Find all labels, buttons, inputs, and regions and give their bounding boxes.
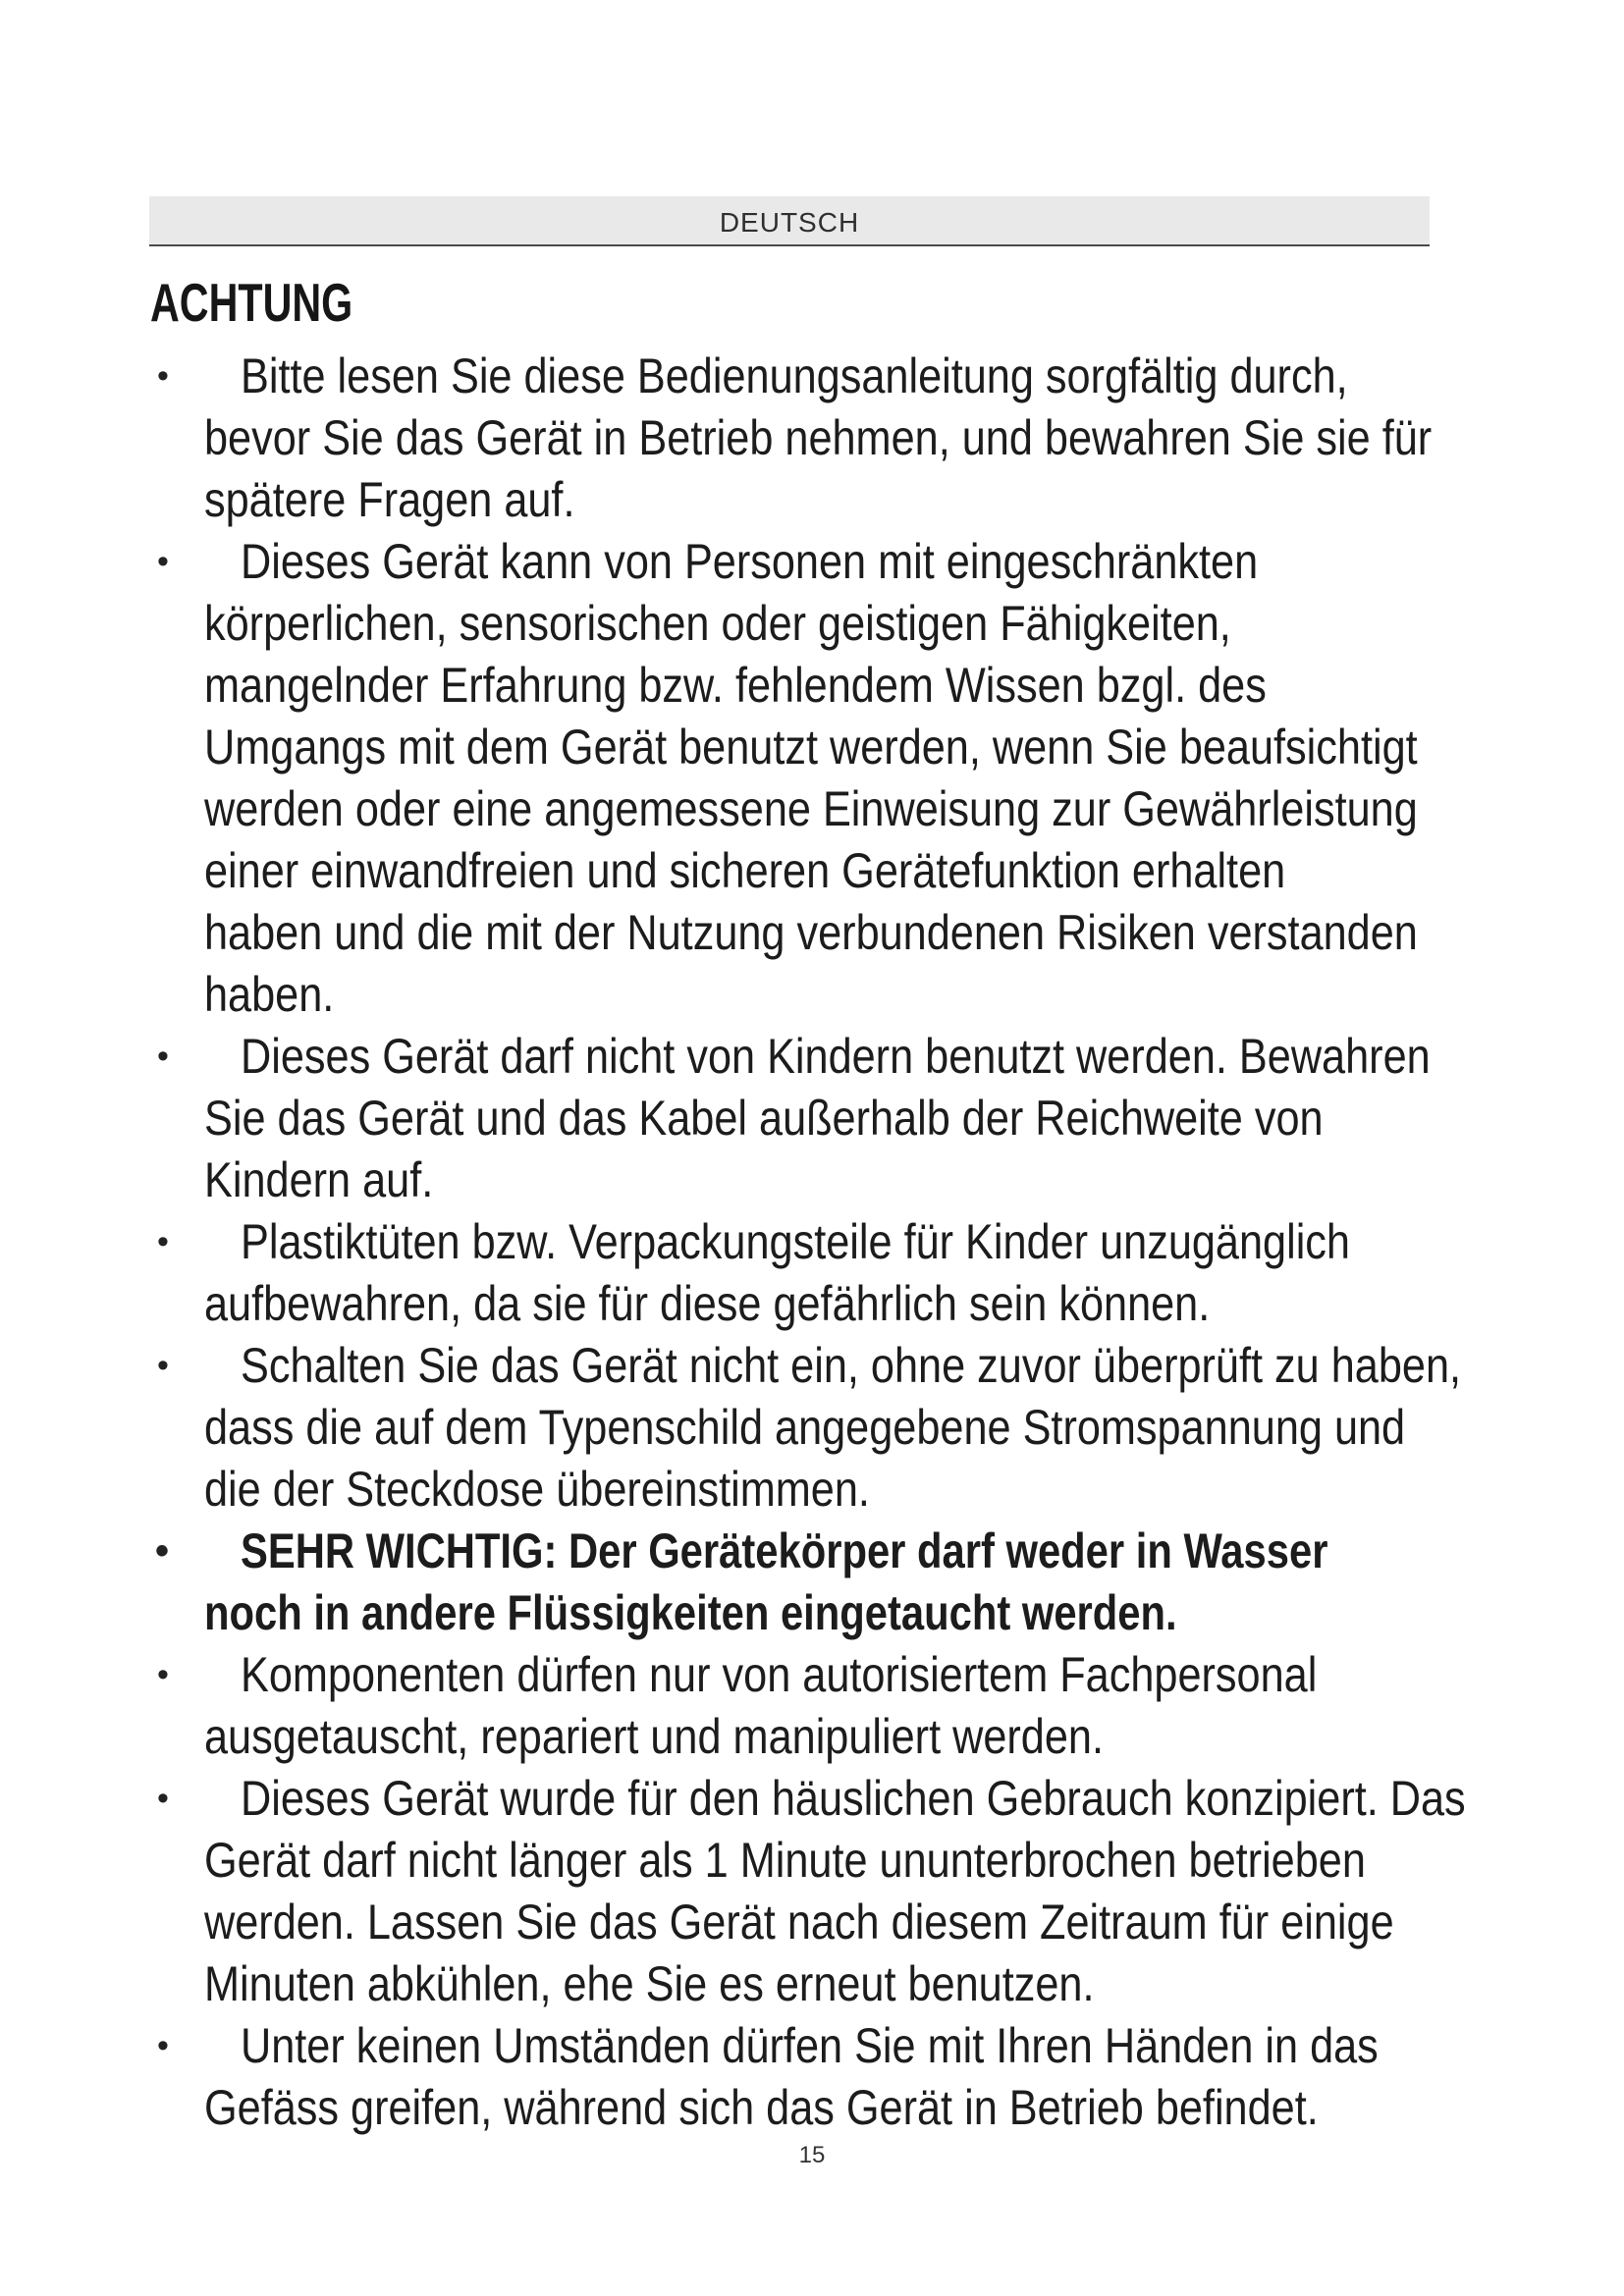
warning-line bbox=[204, 2077, 1598, 2139]
warning-line-text: spätere Fragen auf. bbox=[204, 472, 575, 527]
warning-line bbox=[241, 1644, 1596, 1706]
warning-line bbox=[204, 1582, 1598, 1644]
warning-line bbox=[204, 593, 1598, 655]
warning-line bbox=[241, 346, 1596, 407]
warning-item bbox=[0, 531, 1624, 1026]
bullet-icon: • bbox=[157, 1223, 169, 1260]
warning-line bbox=[204, 902, 1598, 964]
bullet-icon: • bbox=[157, 1038, 169, 1075]
language-label: DEUTSCH bbox=[719, 207, 860, 238]
warning-line-text: einer einwandfreien und sicheren Gerätefunktion erhalten bbox=[204, 843, 1286, 898]
warning-item bbox=[0, 2015, 1624, 2139]
warning-line-text: aufbewahren, da sie für diese gefährlich sein können. bbox=[204, 1276, 1211, 1331]
warning-line-text: Gefäss greifen, während sich das Gerät in Betrieb befindet. bbox=[204, 2080, 1319, 2135]
warning-line-text: mangelnder Erfahrung bzw. fehlendem Wissen bzgl. des bbox=[204, 658, 1267, 713]
warning-line-text: dass die auf dem Typenschild angegebene Stromspannung und bbox=[204, 1400, 1406, 1455]
warning-line-text: werden oder eine angemessene Einweisung zur Gewährleistung bbox=[204, 781, 1418, 836]
warning-line bbox=[241, 1768, 1596, 1830]
bullet-icon: • bbox=[155, 1529, 170, 1573]
bullet-icon: • bbox=[157, 1347, 169, 1384]
warning-list bbox=[0, 346, 1624, 2139]
warning-line-text: Umgangs mit dem Gerät benutzt werden, wenn Sie beaufsichtigt bbox=[204, 720, 1418, 774]
warning-line bbox=[204, 1273, 1598, 1335]
warning-line-text: Gerät darf nicht länger als 1 Minute ununterbrochen betrieben bbox=[204, 1833, 1366, 1888]
warning-line bbox=[241, 1211, 1596, 1273]
warning-line bbox=[241, 1521, 1596, 1582]
warning-line bbox=[204, 1953, 1598, 2015]
warning-line-text: Komponenten dürfen nur von autorisiertem Fachpersonal bbox=[241, 1647, 1318, 1702]
warning-line-text: Dieses Gerät wurde für den häuslichen Gebrauch konzipiert. Das bbox=[241, 1771, 1466, 1826]
warning-line-text: körperlichen, sensorischen oder geistigen Fähigkeiten, bbox=[204, 596, 1231, 651]
warning-line bbox=[241, 1026, 1596, 1088]
warning-line bbox=[204, 655, 1598, 717]
language-header-bar bbox=[149, 196, 1430, 246]
warning-item bbox=[0, 1335, 1624, 1521]
warning-line-text: die der Steckdose übereinstimmen. bbox=[204, 1462, 870, 1517]
warning-line bbox=[204, 1459, 1598, 1521]
warning-line bbox=[204, 1088, 1598, 1149]
warning-line bbox=[204, 469, 1598, 531]
warning-item bbox=[0, 1211, 1624, 1335]
section-heading-text: ACHTUNG bbox=[150, 272, 353, 333]
bullet-icon: • bbox=[157, 2027, 169, 2064]
bullet-icon: • bbox=[157, 357, 169, 395]
warning-line bbox=[204, 1397, 1598, 1459]
page-number: 15 bbox=[798, 2142, 826, 2168]
warning-item bbox=[0, 346, 1624, 531]
warning-line bbox=[204, 778, 1598, 840]
warning-line bbox=[204, 1706, 1598, 1768]
warning-line-text: SEHR WICHTIG: Der Gerätekörper darf weder in Wasser bbox=[241, 1523, 1328, 1578]
warning-line bbox=[204, 1830, 1598, 1892]
warning-line-text: Kindern auf. bbox=[204, 1152, 434, 1207]
warning-line-text: Plastiktüten bzw. Verpackungsteile für Kinder unzugänglich bbox=[241, 1214, 1351, 1269]
warning-line-text: Bitte lesen Sie diese Bedienungsanleitung sorgfältig durch, bbox=[241, 348, 1348, 403]
warning-line bbox=[204, 964, 1598, 1026]
bullet-icon: • bbox=[157, 543, 169, 580]
warning-line-text: bevor Sie das Gerät in Betrieb nehmen, und bewahren Sie sie für bbox=[204, 410, 1433, 465]
warning-line-text: haben und die mit der Nutzung verbundenen Risiken verstanden bbox=[204, 905, 1418, 960]
warning-line bbox=[204, 407, 1598, 469]
warning-line-text: Sie das Gerät und das Kabel außerhalb der Reichweite von bbox=[204, 1091, 1324, 1146]
warning-line-text: Unter keinen Umständen dürfen Sie mit Ihren Händen in das bbox=[241, 2018, 1379, 2073]
warning-line-text: haben. bbox=[204, 967, 335, 1022]
warning-item-important bbox=[0, 1521, 1624, 1644]
warning-line-text: werden. Lassen Sie das Gerät nach diesem Zeitraum für einige bbox=[204, 1895, 1394, 1949]
warning-line-text: Minuten abkühlen, ehe Sie es erneut benutzen. bbox=[204, 1956, 1095, 2011]
warning-line-text: Schalten Sie das Gerät nicht ein, ohne zuvor überprüft zu haben, bbox=[241, 1338, 1462, 1393]
warning-line-text: Dieses Gerät darf nicht von Kindern benutzt werden. Bewahren bbox=[241, 1029, 1431, 1084]
warning-line bbox=[204, 840, 1598, 902]
bullet-icon: • bbox=[157, 1780, 169, 1817]
warning-line bbox=[241, 531, 1596, 593]
warning-line bbox=[204, 717, 1598, 778]
warning-item bbox=[0, 1026, 1624, 1211]
warning-line-text: Dieses Gerät kann von Personen mit eingeschränkten bbox=[241, 534, 1259, 589]
warning-line-text: ausgetauscht, repariert und manipuliert werden. bbox=[204, 1709, 1104, 1764]
warning-line bbox=[204, 1892, 1598, 1953]
warning-line bbox=[204, 1149, 1598, 1211]
section-heading bbox=[150, 270, 739, 335]
warning-line bbox=[241, 1335, 1596, 1397]
warning-item bbox=[0, 1644, 1624, 1768]
bullet-icon: • bbox=[157, 1656, 169, 1693]
warning-line-text: noch in andere Flüssigkeiten eingetaucht werden. bbox=[204, 1585, 1177, 1640]
warning-item bbox=[0, 1768, 1624, 2015]
warning-line bbox=[241, 2015, 1596, 2077]
